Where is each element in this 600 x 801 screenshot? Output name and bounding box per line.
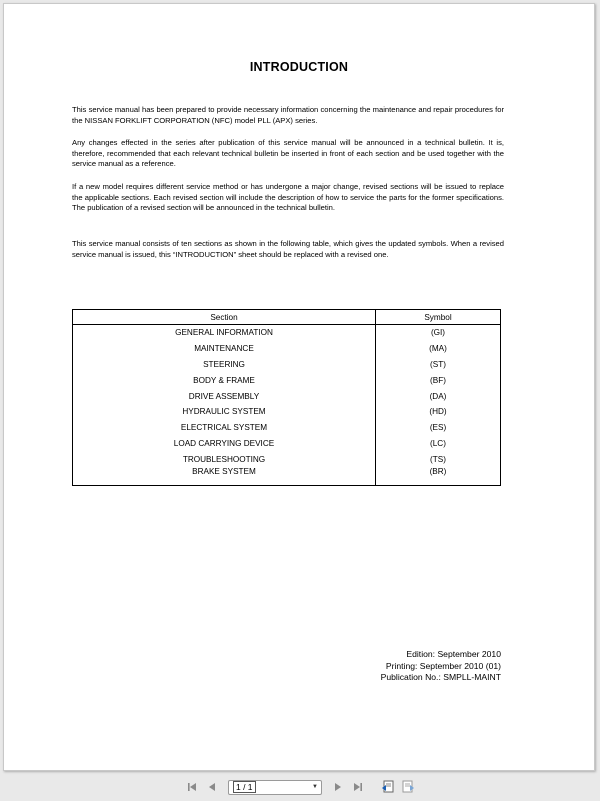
section-name: STEERING: [73, 357, 376, 373]
section-symbol: (GI): [430, 328, 446, 338]
changes-paragraph: Any changes effected in the series after publication of this service manual will be announced in a technical bulletin. It is, therefore, recommended that each relevant technical bulletin be inserted in front of each section and be used together with the service manual as a reference.: [72, 138, 504, 169]
next-page-icon[interactable]: [330, 779, 346, 795]
prev-page-icon[interactable]: [204, 779, 220, 795]
revision-paragraph: If a new model requires different service method or has undergone a major change, revised sections will be issued to replace the applicable sections. Each revised section will include the description of how to service the parts for the former specifications. The publication of a revised section will be announced in the technical bulletin.: [72, 182, 504, 213]
table-row: [73, 420, 501, 436]
section-name: LOAD CARRYING DEVICE: [73, 436, 376, 452]
table-row: [73, 436, 501, 452]
section-symbol: (DA): [429, 391, 447, 401]
printing-line: Printing: September 2010 (01): [385, 660, 501, 671]
page-forward-icon[interactable]: [400, 779, 416, 795]
viewer-toolbar: [0, 773, 600, 801]
document-page: [3, 3, 595, 771]
header-section: Section: [73, 310, 376, 325]
section-name: BODY & FRAME: [73, 372, 376, 388]
sections-table: [72, 309, 501, 486]
section-name: GENERAL INFORMATION: [73, 325, 376, 341]
last-page-icon[interactable]: [350, 779, 366, 795]
page-title: INTRODUCTION: [249, 60, 349, 74]
table-row: [73, 451, 501, 467]
table-row: [73, 325, 501, 341]
section-name: TROUBLESHOOTING: [73, 451, 376, 467]
intro-paragraph: This service manual has been prepared to provide necessary information concerning the maintenance and repair procedures for the NISSAN FORKLIFT CORPORATION (NFC) model PLL (APX) series.: [72, 105, 504, 125]
table-row: [73, 388, 501, 404]
sections-paragraph: This service manual consists of ten sections as shown in the following table, which gives the updated symbols. When a revised service manual is issued, this “INTRODUCTION” sheet should be replaced with a revised one.: [72, 239, 504, 259]
table-header-row: [73, 310, 501, 325]
section-symbol: (LC): [430, 438, 446, 448]
section-symbol: (ES): [429, 423, 447, 433]
section-symbol: (BF): [430, 375, 446, 385]
section-symbol: (ST): [430, 359, 446, 369]
page-number-select[interactable]: [228, 780, 322, 795]
section-symbol: (BR): [429, 467, 447, 477]
edition-line: Edition: September 2010: [406, 649, 501, 659]
section-name: BRAKE SYSTEM: [73, 467, 376, 486]
table-row: [73, 467, 501, 486]
publication-number: Publication No.: SMPLL-MAINT: [380, 672, 501, 682]
page-number-field[interactable]: 1 / 1: [233, 781, 256, 793]
section-name: DRIVE ASSEMBLY: [73, 388, 376, 404]
section-name: MAINTENANCE: [73, 341, 376, 357]
section-name: HYDRAULIC SYSTEM: [73, 404, 376, 420]
table-row: [73, 372, 501, 388]
table-row: [73, 341, 501, 357]
first-page-icon[interactable]: [184, 779, 200, 795]
header-symbol: Symbol: [376, 310, 501, 325]
section-name: ELECTRICAL SYSTEM: [73, 420, 376, 436]
table-row: [73, 357, 501, 373]
chevron-down-icon: ▼: [312, 784, 318, 790]
section-symbol: (MA): [429, 344, 447, 354]
page-back-icon[interactable]: [380, 779, 396, 795]
section-symbol: (HD): [429, 407, 447, 417]
table-row: [73, 404, 501, 420]
edition-block: [381, 649, 501, 684]
section-symbol: (TS): [430, 454, 446, 464]
